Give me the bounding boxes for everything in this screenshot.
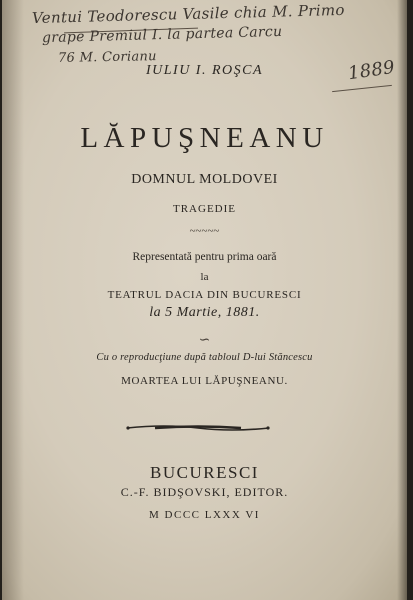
ornament-separator: ∽ xyxy=(198,333,211,348)
book-title: LĂPUŞNEANU xyxy=(80,122,329,154)
reproduction-note: Cu o reproducţiune după tabloul D-lui Stăncescu xyxy=(96,352,313,363)
theatre-name: TEATRUL DACIA DIN BUCURESCI xyxy=(107,289,302,301)
handwritten-inscription-line-1: Ventui Teodorescu Vasile chia M. Primo xyxy=(31,0,345,28)
performance-at: la xyxy=(200,271,209,283)
wave-separator: ~~~~~ xyxy=(189,225,220,237)
handwritten-inscription-line-2: grape Premiul I. la partea Carcu xyxy=(41,23,283,47)
publication-year: M DCCC LXXX VI xyxy=(149,509,260,521)
genre-label: TRAGEDIE xyxy=(173,203,236,215)
year-underline xyxy=(332,85,392,92)
performance-line: Representată pentru prima oară xyxy=(132,251,277,263)
performance-date: la 5 Martie, 1881. xyxy=(149,305,260,320)
painting-title: MOARTEA LUI LĂPUŞNEANU. xyxy=(121,375,288,387)
publication-city: BUCURESCI xyxy=(150,463,259,482)
book-subtitle: DOMNUL MOLDOVEI xyxy=(131,172,278,187)
decorative-rule xyxy=(125,423,271,433)
handwritten-year: 1889 xyxy=(346,56,397,85)
publisher: C.-F. BIDŞOVSKI, EDITOR. xyxy=(120,485,289,499)
author-name: IULIU I. ROŞCA xyxy=(145,63,264,78)
title-page xyxy=(2,0,407,600)
handwritten-inscription-line-3: 76 M. Corianu xyxy=(57,49,157,66)
